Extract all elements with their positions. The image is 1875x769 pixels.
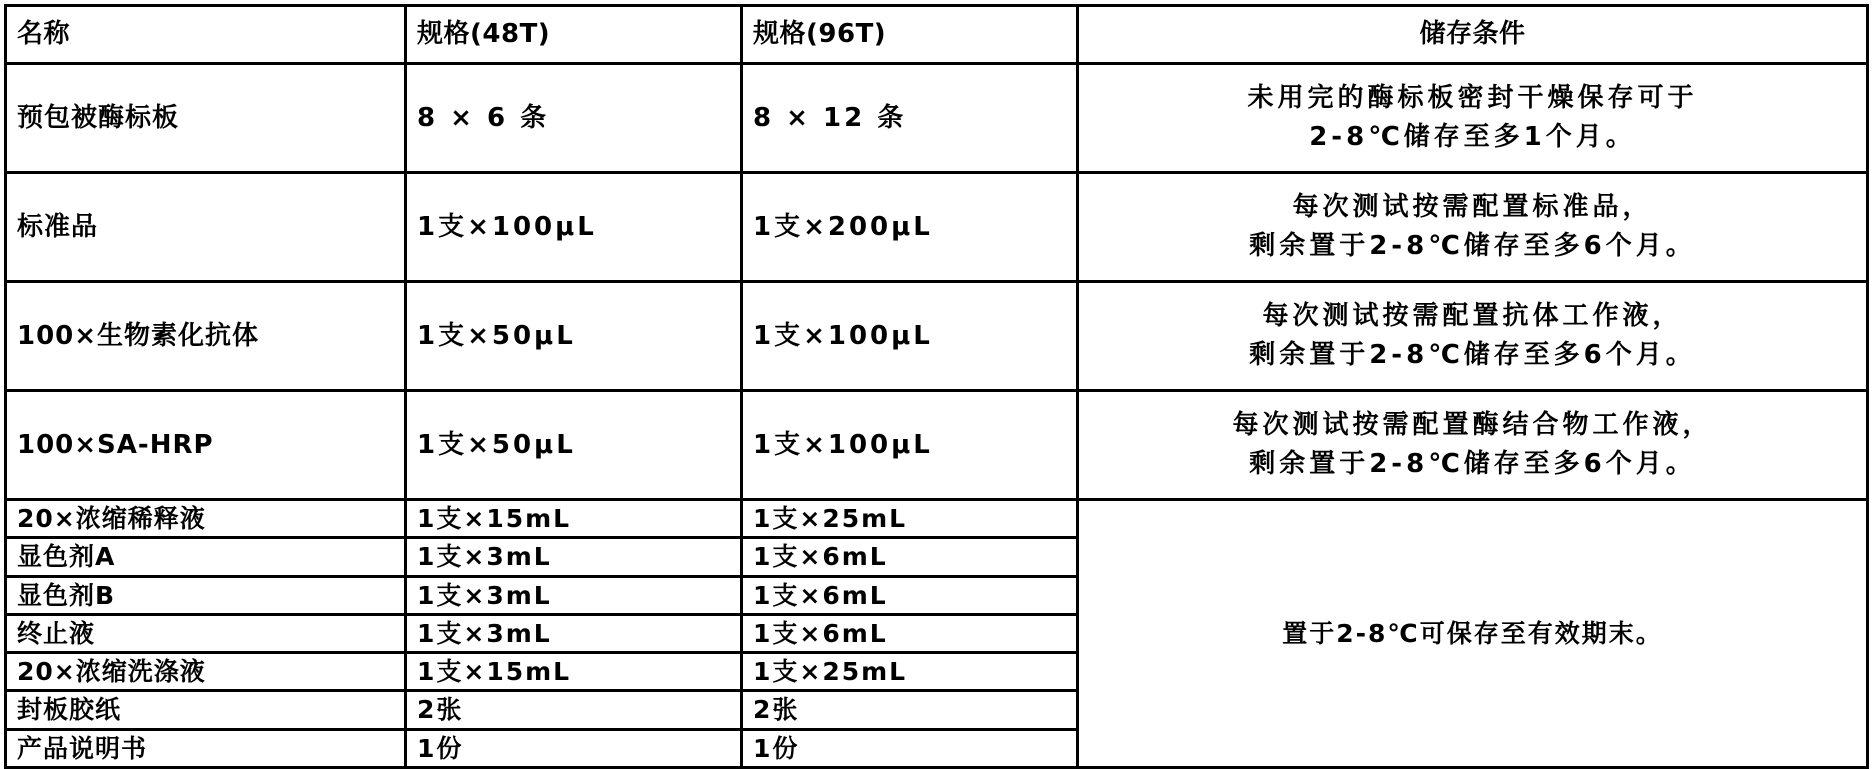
table-header-row	[6, 6, 1868, 64]
row-0-storage-line1: 未用完的酶标板密封干燥保存可于	[1247, 83, 1698, 113]
cell-spec48	[406, 282, 742, 391]
cell-storage	[1078, 282, 1868, 391]
row-1-spec96: 1支×200μL	[753, 211, 933, 242]
cell-name	[6, 391, 406, 500]
cell-name	[6, 653, 406, 691]
table-row	[6, 282, 1868, 391]
column-header-storage-label: 储存条件	[1419, 19, 1526, 50]
row-2-spec48: 1支×50μL	[417, 320, 576, 351]
column-header-spec48	[406, 6, 742, 64]
row-3-spec96: 1支×100μL	[753, 429, 933, 460]
kit-components-table	[4, 4, 1869, 769]
cell-spec48	[406, 391, 742, 500]
row-1-name: 标准品	[17, 211, 99, 242]
row-1-storage	[1079, 174, 1866, 280]
row-3-spec48: 1支×50μL	[417, 429, 576, 460]
short-row-1-spec48: 1支×3mL	[417, 542, 552, 572]
cell-spec96	[742, 538, 1078, 576]
cell-spec96	[742, 500, 1078, 538]
cell-spec48	[406, 500, 742, 538]
cell-spec48	[406, 614, 742, 652]
short-row-5-name: 封板胶纸	[17, 695, 122, 725]
short-row-3-spec96: 1支×6mL	[753, 618, 888, 648]
cell-name	[6, 614, 406, 652]
row-0-name: 预包被酶标板	[17, 102, 180, 133]
cell-spec96	[742, 173, 1078, 282]
row-2-storage-line1: 每次测试按需配置抗体工作液，	[1262, 301, 1683, 331]
cell-spec96	[742, 64, 1078, 173]
short-row-1-name: 显色剂A	[17, 542, 116, 572]
row-0-storage	[1079, 65, 1866, 171]
short-row-0-spec96: 1支×25mL	[753, 504, 908, 533]
row-3-storage-line2: 剩余置于2-8℃储存至多6个月。	[1249, 449, 1696, 479]
short-row-6-spec96: 1份	[753, 733, 800, 763]
cell-storage	[1078, 391, 1868, 500]
cell-storage-merged	[1078, 500, 1868, 768]
cell-name	[6, 538, 406, 576]
cell-spec48	[406, 576, 742, 614]
cell-storage	[1078, 64, 1868, 173]
row-1-storage-line2: 剩余置于2-8℃储存至多6个月。	[1249, 231, 1696, 261]
cell-spec48	[406, 64, 742, 173]
cell-spec96	[742, 691, 1078, 729]
short-row-2-name: 显色剂B	[17, 580, 116, 610]
short-row-5-spec48: 2张	[417, 695, 464, 725]
row-3-storage	[1079, 392, 1866, 498]
cell-spec96	[742, 729, 1078, 767]
cell-spec48	[406, 538, 742, 576]
cell-spec48	[406, 691, 742, 729]
short-row-1-spec96: 1支×6mL	[753, 542, 888, 572]
cell-spec48	[406, 173, 742, 282]
column-header-name-label: 名称	[17, 19, 71, 50]
cell-storage	[1078, 173, 1868, 282]
short-row-6-name: 产品说明书	[17, 733, 148, 763]
table-row	[6, 64, 1868, 173]
cell-spec96	[742, 576, 1078, 614]
row-2-storage	[1079, 283, 1866, 389]
short-row-4-name: 20×浓缩洗涤液	[17, 657, 206, 686]
short-row-5-spec96: 2张	[753, 695, 800, 725]
short-row-2-spec96: 1支×6mL	[753, 580, 888, 610]
cell-spec48	[406, 653, 742, 691]
short-row-6-spec48: 1份	[417, 733, 464, 763]
short-rows-storage: 置于2-8℃可保存至有效期末。	[1282, 618, 1663, 648]
row-1-storage-line1: 每次测试按需配置标准品，	[1292, 192, 1653, 222]
row-3-storage-line1: 每次测试按需配置酶结合物工作液，	[1232, 410, 1713, 440]
table-row	[6, 500, 1868, 538]
table-row	[6, 173, 1868, 282]
cell-spec48	[406, 729, 742, 767]
cell-spec96	[742, 653, 1078, 691]
short-row-0-spec48: 1支×15mL	[417, 504, 572, 533]
row-0-spec96: 8 × 12 条	[753, 102, 907, 133]
short-row-4-spec96: 1支×25mL	[753, 657, 908, 686]
row-0-storage-line2: 2-8℃储存至多1个月。	[1309, 122, 1636, 152]
cell-name	[6, 691, 406, 729]
column-header-spec96	[742, 6, 1078, 64]
row-2-name: 100×生物素化抗体	[17, 320, 260, 351]
row-2-storage-line2: 剩余置于2-8℃储存至多6个月。	[1249, 340, 1696, 370]
cell-name	[6, 64, 406, 173]
cell-name	[6, 576, 406, 614]
short-row-0-name: 20×浓缩稀释液	[17, 504, 206, 533]
column-header-name	[6, 6, 406, 64]
table-row	[6, 391, 1868, 500]
short-row-3-name: 终止液	[17, 618, 96, 648]
short-row-4-spec48: 1支×15mL	[417, 657, 572, 686]
column-header-spec48-label: 规格(48T)	[417, 19, 551, 50]
cell-name	[6, 729, 406, 767]
column-header-spec96-label: 规格(96T)	[753, 19, 887, 50]
row-3-name: 100×SA-HRP	[17, 429, 214, 460]
row-1-spec48: 1支×100μL	[417, 211, 597, 242]
cell-name	[6, 282, 406, 391]
short-row-2-spec48: 1支×3mL	[417, 580, 552, 610]
column-header-storage	[1078, 6, 1868, 64]
short-row-3-spec48: 1支×3mL	[417, 618, 552, 648]
cell-spec96	[742, 391, 1078, 500]
cell-spec96	[742, 282, 1078, 391]
cell-name	[6, 173, 406, 282]
row-2-spec96: 1支×100μL	[753, 320, 933, 351]
cell-name	[6, 500, 406, 538]
row-0-spec48: 8 × 6 条	[417, 102, 550, 133]
cell-spec96	[742, 614, 1078, 652]
